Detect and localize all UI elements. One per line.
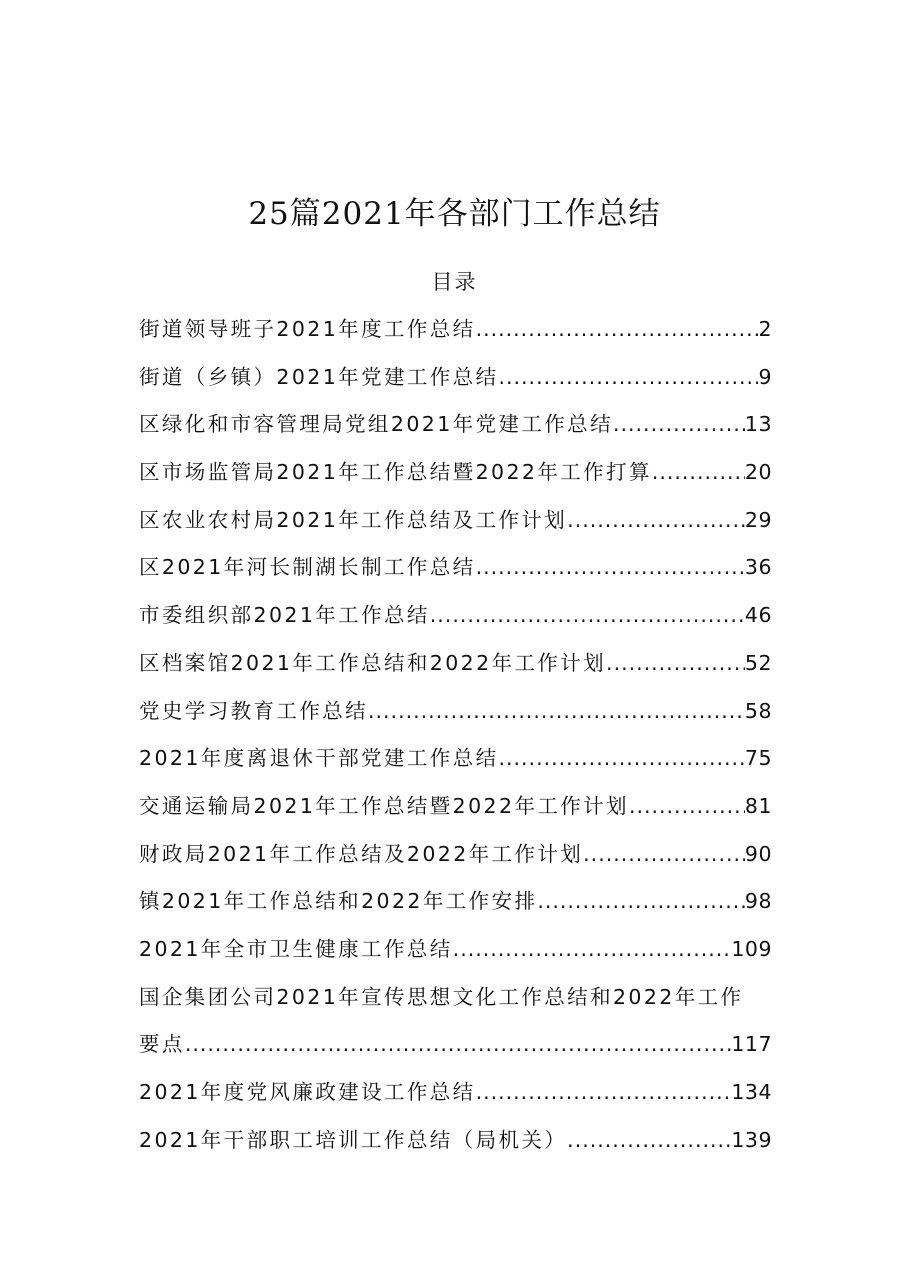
toc-leader-dots [583, 834, 745, 874]
toc-leader-dots [613, 404, 745, 444]
toc-entry-page: 20 [744, 460, 772, 485]
toc-entry-label: 财政局2021年工作总结及2022年工作计划 [139, 841, 584, 866]
toc-entry-label: 交通运输局2021年工作总结暨2022年工作计划 [139, 793, 629, 818]
toc-leader-dots [606, 643, 745, 683]
toc-entry-page: 139 [731, 1127, 772, 1152]
toc-leader-dots [476, 309, 759, 349]
toc-entry[interactable] [139, 643, 772, 691]
toc-entry-label: 区2021年河长制湖长制工作总结 [139, 555, 476, 580]
toc-entry-page: 29 [744, 507, 772, 532]
toc-entry-label: 区市场监管局2021年工作总结暨2022年工作打算 [139, 460, 652, 485]
toc-leader-dots [652, 452, 745, 492]
document-title: 25篇2021年各部门工作总结 [248, 196, 661, 232]
toc-leader-dots [567, 1120, 731, 1160]
toc-leader-dots [498, 738, 744, 778]
toc-leader-dots [453, 929, 732, 969]
toc-entry-label: 区绿化和市容管理局党组2021年党建工作总结 [139, 412, 613, 437]
toc-entry[interactable] [139, 1120, 772, 1168]
toc-entry-label: 镇2021年工作总结和2022年工作安排 [139, 889, 538, 914]
toc-leader-dots [185, 1024, 732, 1064]
toc-entry-page: 36 [744, 555, 772, 580]
toc-entry-label: 区农业农村局2021年工作总结及工作计划 [139, 507, 568, 532]
toc-entry-page: 117 [731, 1032, 772, 1057]
toc-entry-label: 要点 [139, 1032, 185, 1057]
toc-entry-page: 81 [744, 793, 772, 818]
toc-entry-label: 2021年度党风廉政建设工作总结 [139, 1080, 476, 1104]
toc-heading: 目录 [431, 270, 478, 294]
toc-entry-page: 98 [744, 889, 772, 914]
toc-entry-page: 90 [744, 841, 772, 866]
toc-entry[interactable] [139, 834, 772, 882]
toc-entry[interactable] [139, 547, 772, 595]
table-of-contents [139, 309, 772, 1167]
toc-entry-label: 2021年干部职工培训工作总结（局机关） [139, 1127, 568, 1152]
toc-entry-page: 2 [758, 317, 772, 341]
toc-entry[interactable] [139, 595, 772, 643]
toc-entry[interactable] [139, 881, 772, 929]
toc-entry-page: 134 [731, 1080, 772, 1104]
toc-entry[interactable] [139, 309, 772, 357]
toc-entry-label: 2021年度离退休干部党建工作总结 [139, 746, 499, 771]
toc-entry-label: 街道领导班子2021年度工作总结 [139, 317, 476, 341]
toc-entry-label: 区档案馆2021年工作总结和2022年工作计划 [139, 650, 607, 675]
toc-entry-wrapped-line1[interactable]: 国企集团公司2021年宣传思想文化工作总结和2022年工作 [139, 984, 744, 1009]
toc-leader-dots [537, 881, 745, 921]
toc-entry[interactable] [139, 404, 772, 452]
toc-entry-page: 46 [744, 603, 772, 628]
toc-leader-dots [498, 357, 758, 397]
toc-leader-dots [629, 786, 745, 826]
toc-entry[interactable] [139, 691, 772, 739]
toc-entry-label: 街道（乡镇）2021年党建工作总结 [139, 364, 499, 389]
toc-entry[interactable] [139, 452, 772, 500]
toc-entry[interactable] [139, 786, 772, 834]
toc-entry[interactable] [139, 500, 772, 548]
toc-entry-page: 9 [758, 364, 772, 389]
toc-entry[interactable] [139, 357, 772, 405]
toc-entry[interactable] [139, 738, 772, 786]
toc-entry-label: 2021年全市卫生健康工作总结 [139, 936, 453, 961]
toc-entry-page: 13 [744, 412, 772, 437]
toc-entry-page: 75 [744, 746, 772, 771]
toc-leader-dots [368, 691, 745, 731]
toc-entry-label: 市委组织部2021年工作总结 [139, 603, 430, 628]
toc-entry-page: 52 [744, 650, 772, 675]
toc-leader-dots [476, 1072, 732, 1112]
toc-entry-label: 党史学习教育工作总结 [139, 698, 368, 723]
toc-entry-page: 58 [744, 698, 772, 723]
toc-entry[interactable] [139, 929, 772, 977]
toc-entry-page: 109 [731, 936, 772, 961]
toc-leader-dots [567, 500, 745, 540]
toc-entry-wrapped-line2[interactable] [139, 1024, 772, 1072]
toc-entry[interactable] [139, 1072, 772, 1120]
toc-leader-dots [430, 595, 745, 635]
toc-leader-dots [476, 547, 745, 587]
